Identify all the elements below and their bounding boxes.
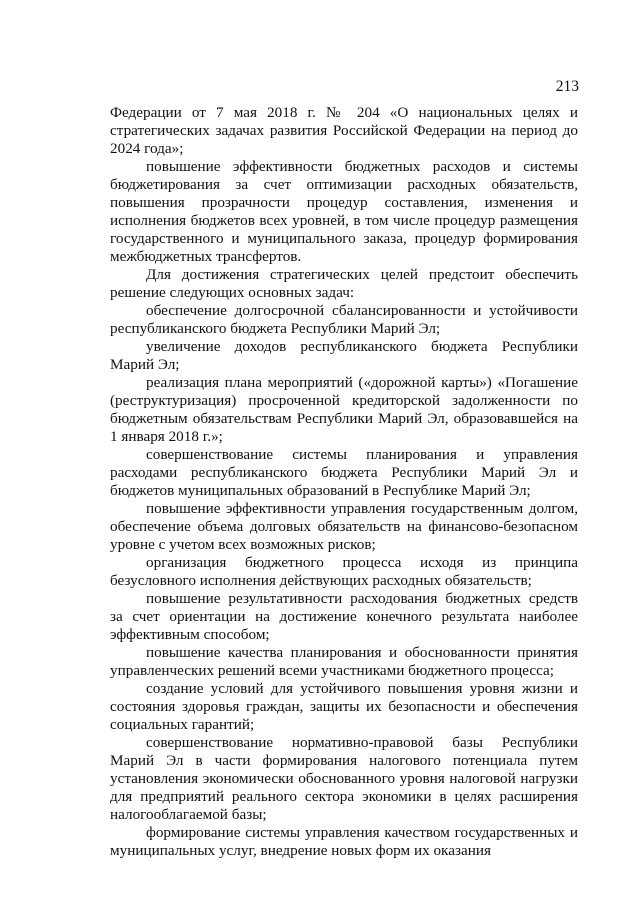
body-paragraph: повышение результативности расходования бюджетных средств за счет ориентации на достижение конечного результата наиболее эффективным способом; (110, 590, 578, 643)
body-paragraph: совершенствование нормативно-правовой базы Республики Марий Эл в части формирования налогового потенциала путем установления экономически обоснованного уровня налоговой нагрузки для предприятий реального сектора экономики в целях расширения налогооблагаемой базы; (110, 734, 578, 823)
body-paragraph: повышение эффективности управления государственным долгом, обеспечение объема долговых обязательств на финансово-безопасном уровне с учетом всех возможных рисков; (110, 500, 578, 553)
body-paragraph: Федерации от 7 мая 2018 г. № 204 «О национальных целях и стратегических задачах развития Российской Федерации на период до 2024 года»; (110, 104, 578, 157)
document-body (110, 104, 578, 860)
body-paragraph: создание условий для устойчивого повышения уровня жизни и состояния здоровья граждан, защиты их безопасности и обеспечения социальных гарантий; (110, 680, 578, 733)
body-paragraph: формирование системы управления качеством государственных и муниципальных услуг, внедрение новых форм их оказания (110, 824, 578, 859)
body-paragraph: повышение эффективности бюджетных расходов и системы бюджетирования за счет оптимизации расходных обязательств, повышения прозрачности процедур составления, изменения и исполнения бюджетов всех уровней, в том числе процедур размещения государственного и муниципального заказа, процедур формирования межбюджетных трансфертов. (110, 158, 578, 265)
body-paragraph: повышение качества планирования и обоснованности принятия управленческих решений всеми участниками бюджетного процесса; (110, 644, 578, 679)
body-paragraph: обеспечение долгосрочной сбалансированности и устойчивости республиканского бюджета Республики Марий Эл; (110, 302, 578, 337)
body-paragraph: реализация плана мероприятий («дорожной карты») «Погашение (реструктуризация) просроченной кредиторской задолженности по бюджетным обязательствам Республики Марий Эл, образовавшейся на 1 января 2018 г.»; (110, 374, 578, 445)
body-paragraph: организация бюджетного процесса исходя из принципа безусловного исполнения действующих расходных обязательств; (110, 554, 578, 589)
body-paragraph: увеличение доходов республиканского бюджета Республики Марий Эл; (110, 338, 578, 373)
page-number: 213 (555, 78, 579, 95)
body-paragraph: совершенствование системы планирования и управления расходами республиканского бюджета Республики Марий Эл и бюджетов муниципальных образований в Республике Марий Эл; (110, 446, 578, 499)
body-paragraph: Для достижения стратегических целей предстоит обеспечить решение следующих основных задач: (110, 266, 578, 301)
